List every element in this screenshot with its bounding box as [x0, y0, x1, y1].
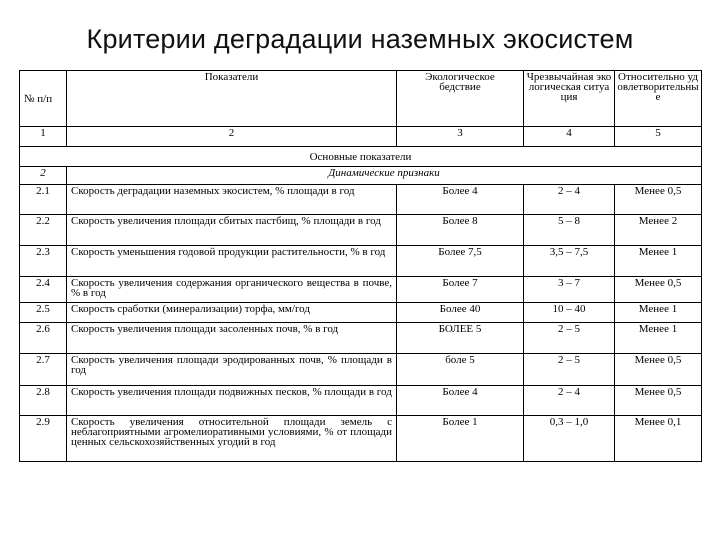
row-indicator: Скорость уменьшения годовой продукции растительности, % в год — [67, 246, 397, 277]
table-row — [20, 323, 702, 354]
row-number: 2.7 — [20, 354, 67, 386]
row-emergency-value: 3,5 – 7,5 — [524, 246, 615, 277]
table-row — [20, 416, 702, 462]
header-disaster: Экологическое бедствие — [397, 71, 524, 127]
row-number: 2.3 — [20, 246, 67, 277]
row-disaster-value: Более 40 — [397, 303, 524, 323]
page-title: Критерии деградации наземных экосистем — [86, 24, 634, 54]
row-number: 2.1 — [20, 185, 67, 215]
row-number: 2.6 — [20, 323, 67, 354]
row-number: 2.9 — [20, 416, 67, 462]
row-emergency-value: 2 – 5 — [524, 323, 615, 354]
row-indicator: Скорость сработки (минерализации) торфа, мм/год — [67, 303, 397, 323]
subsection-row — [20, 167, 702, 185]
column-number: 4 — [524, 127, 615, 147]
row-disaster-value: Более 4 — [397, 386, 524, 416]
row-disaster-value: Более 7,5 — [397, 246, 524, 277]
row-satisfactory-value: Менее 2 — [615, 215, 702, 246]
row-number: 2.2 — [20, 215, 67, 246]
row-satisfactory-value: Менее 0,5 — [615, 277, 702, 303]
criteria-table — [19, 70, 702, 462]
row-satisfactory-value: Менее 1 — [615, 323, 702, 354]
table-row — [20, 185, 702, 215]
row-emergency-value: 10 – 40 — [524, 303, 615, 323]
column-number: 5 — [615, 127, 702, 147]
row-disaster-value: Более 8 — [397, 215, 524, 246]
row-disaster-value: боле 5 — [397, 354, 524, 386]
table-row — [20, 386, 702, 416]
column-number: 2 — [67, 127, 397, 147]
table-row — [20, 303, 702, 323]
row-satisfactory-value: Менее 0,1 — [615, 416, 702, 462]
header-indicator: Показатели — [67, 71, 397, 127]
row-indicator: Скорость увеличения относительной площади земель с неблагоприятными агромелиоративными условиями, % от площади ценных сельскохозяйственных угодий в год — [67, 416, 397, 462]
row-indicator: Скорость увеличения площади засоленных почв, % в год — [67, 323, 397, 354]
row-indicator: Скорость деградации наземных экосистем, % площади в год — [67, 185, 397, 215]
section-row — [20, 147, 702, 167]
table-row — [20, 246, 702, 277]
row-emergency-value: 2 – 4 — [524, 185, 615, 215]
header-satisfactory: Относительно удовлетворительные — [615, 71, 702, 127]
row-satisfactory-value: Менее 0,5 — [615, 386, 702, 416]
row-emergency-value: 5 – 8 — [524, 215, 615, 246]
column-number-row — [20, 127, 702, 147]
row-number: 2.8 — [20, 386, 67, 416]
row-emergency-value: 2 – 5 — [524, 354, 615, 386]
section-main-label: Основные показатели — [20, 147, 702, 167]
row-emergency-value: 3 – 7 — [524, 277, 615, 303]
row-indicator: Скорость увеличения площади подвижных песков, % площади в год — [67, 386, 397, 416]
row-satisfactory-value: Менее 0,5 — [615, 185, 702, 215]
row-indicator: Скорость увеличения содержания органического вещества в почве, % в год — [67, 277, 397, 303]
row-indicator: Скорость увеличения площади сбитых пастбищ, % площади в год — [67, 215, 397, 246]
column-number: 1 — [20, 127, 67, 147]
row-disaster-value: Более 7 — [397, 277, 524, 303]
row-satisfactory-value: Менее 1 — [615, 303, 702, 323]
subsection-number: 2 — [20, 167, 67, 185]
table-row — [20, 215, 702, 246]
header-num: № п/п — [20, 71, 67, 127]
column-number: 3 — [397, 127, 524, 147]
row-emergency-value: 2 – 4 — [524, 386, 615, 416]
row-disaster-value: Более 4 — [397, 185, 524, 215]
row-satisfactory-value: Менее 0,5 — [615, 354, 702, 386]
row-satisfactory-value: Менее 1 — [615, 246, 702, 277]
row-disaster-value: БОЛЕЕ 5 — [397, 323, 524, 354]
header-emergency: Чрезвычайная экологическая ситуация — [524, 71, 615, 127]
table-row — [20, 277, 702, 303]
row-indicator: Скорость увеличения площади эродированных почв, % площади в год — [67, 354, 397, 386]
row-number: 2.4 — [20, 277, 67, 303]
header-row — [20, 71, 702, 127]
row-number: 2.5 — [20, 303, 67, 323]
subsection-label: Динамические признаки — [67, 167, 702, 185]
table-row — [20, 354, 702, 386]
row-emergency-value: 0,3 – 1,0 — [524, 416, 615, 462]
row-disaster-value: Более 1 — [397, 416, 524, 462]
